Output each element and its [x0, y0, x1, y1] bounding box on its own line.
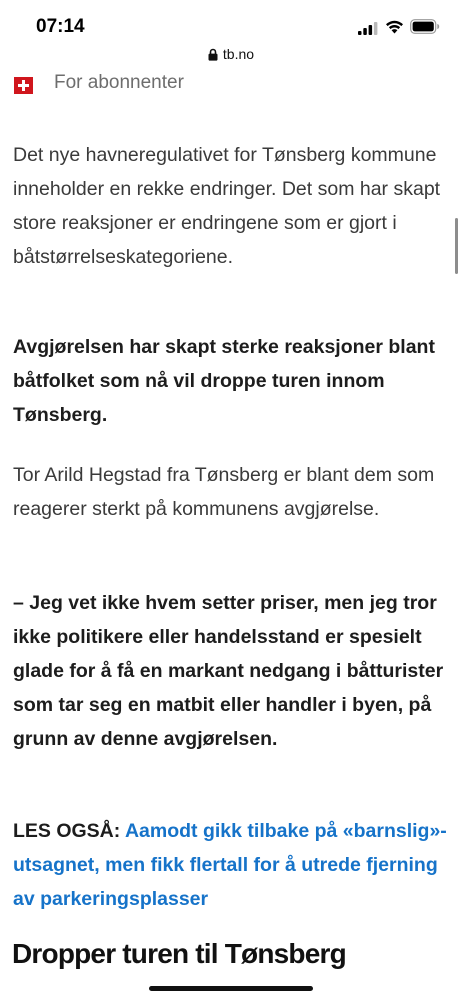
subscriber-label-text: For abonnenter [54, 72, 184, 93]
paragraph-quote: – Jeg vet ikke hvem setter priser, men jeg tror ikke politikere eller handelsstand er spesielt glade for å få en markant nedgang i båtturister som tar seg en matbit eller handler i byen, på grunn av denne avgjørelsen. [13, 592, 444, 750]
section-heading: Dropper turen til Tønsberg [12, 938, 346, 969]
wifi-icon [385, 19, 404, 34]
status-time: 07:14 [36, 16, 85, 37]
url-bar[interactable] [0, 46, 462, 72]
cellular-signal-icon [358, 22, 378, 35]
cross-badge-icon [14, 77, 33, 94]
lock-icon [208, 48, 218, 61]
read-also-block [13, 814, 451, 916]
read-also-link[interactable]: Aamodt gikk tilbake på «barnslig»-utsagnet, men fikk flertall for å utrede fjerning av parkeringsplasser [13, 820, 447, 910]
article-body [0, 72, 462, 999]
battery-icon [410, 19, 440, 34]
paragraph-person: Tor Arild Hegstad fra Tønsberg er blant dem som reagerer sterkt på kommunens avgjørelse. [13, 464, 435, 520]
read-also-prefix: LES OGSÅ: [13, 820, 121, 842]
scrollbar[interactable] [455, 218, 458, 274]
home-indicator[interactable] [149, 986, 313, 991]
paragraph-intro: Det nye havneregulativet for Tønsberg kommune inneholder en rekke endringer. Det som har skapt store reaksjoner er endringene som er gjort i båtstørrelseskategoriene. [13, 144, 441, 268]
url-domain: tb.no [222, 46, 255, 62]
status-bar [0, 0, 462, 46]
paragraph-lead: Avgjørelsen har skapt sterke reaksjoner blant båtfolket som nå vil droppe turen innom Tønsberg. [13, 336, 435, 426]
